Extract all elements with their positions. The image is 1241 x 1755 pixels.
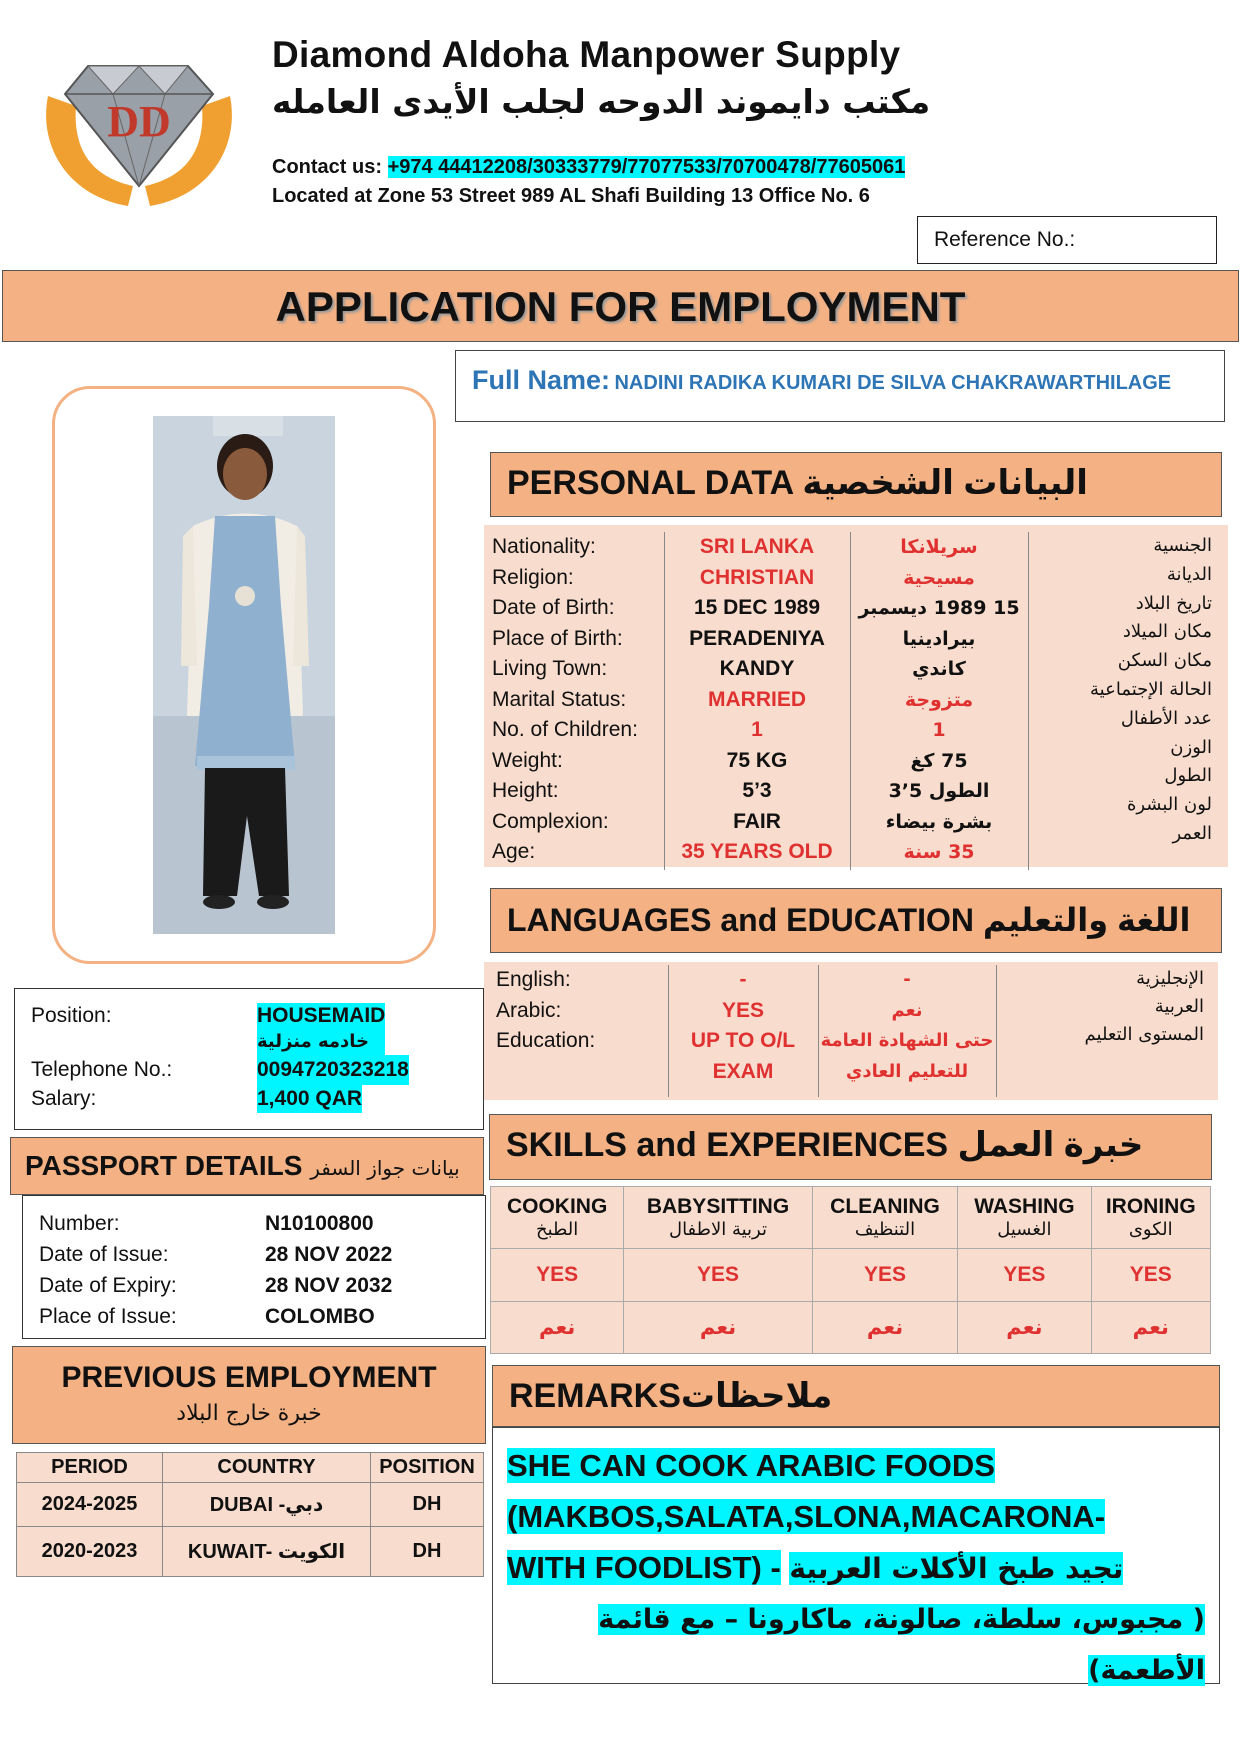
personal-ar-labels-col [1028,532,1220,870]
reference-label: Reference No.: [934,228,1076,251]
ar-label-place-of-birth: مكان الميلاد [1122,621,1212,643]
skill-cooking-yes-ar: نعم [491,1301,624,1353]
remarks-box [492,1427,1220,1684]
company-logo [28,36,250,216]
label-marital-status: Marital Status: [492,687,627,711]
col-period: PERIOD [17,1453,163,1483]
salary-value: 1,400 QAR [257,1085,362,1113]
value-religion: CHRISTIAN [699,565,815,589]
lang-ar-values-col [818,965,996,1097]
passport-heading [10,1137,484,1195]
value-complexion: FAIR [733,809,781,833]
label-place-of-birth: Place of Birth: [492,626,623,650]
office-address: Located at Zone 53 Street 989 AL Shafi Building 13 Office No. 6 [272,185,870,207]
value-marital-status: MARRIED [708,687,806,711]
skill-ironing-en: IRONING [1105,1195,1196,1219]
skills-heading [489,1114,1212,1180]
value-education-2: EXAM [712,1059,774,1083]
skill-washing-yes-ar: نعم [958,1301,1091,1353]
value-education: UP TO O/L [690,1029,796,1052]
ar-value-arabic: نعم [891,999,923,1021]
ar-value-dob: 15 1989 ديسمبر [858,597,1020,619]
label-complexion: Complexion: [492,809,609,833]
ar-label-children: عدد الأطفال [1120,707,1212,729]
remarks-line-5: الأطعمة) [1088,1655,1205,1686]
telephone-label: Telephone No.: [31,1058,173,1081]
ar-value-education-2: للتعليم العادي [845,1060,969,1082]
contact-numbers: +974 44412208/30333779/77077533/70700478/77605061 [387,156,906,178]
previous-heading-ar: خبرة خارج البلاد [176,1401,322,1426]
previous-heading-en: PREVIOUS EMPLOYMENT [61,1361,437,1394]
ar-label-living-town: مكان السكن [1117,650,1212,672]
ar-value-nationality: سريلانكا [900,536,978,558]
value-dob: 15 DEC 1989 [693,596,821,619]
languages-heading-en: LANGUAGES and EDUCATION [507,902,974,938]
company-name-en: Diamond Aldoha Manpower Supply [272,34,901,75]
skill-ironing-yes-ar: نعم [1091,1301,1211,1353]
value-place-of-birth: PERADENIYA [689,626,825,650]
passport-issue-value: 28 NOV 2022 [265,1243,393,1266]
personal-ar-values-col [850,532,1028,870]
applicant-photo [153,416,335,934]
position-value-ar: خادمه منزلية [257,1029,385,1055]
skill-cooking-en: COOKING [506,1195,608,1219]
ar-value-religion: مسيحية [903,566,975,589]
previous-employment-heading [12,1346,486,1444]
skills-table [490,1186,1211,1354]
lang-values-col [668,965,818,1097]
ar-value-english: - [903,969,911,990]
languages-heading-ar: اللغة والتعليم [982,902,1191,938]
passport-expiry-value: 28 NOV 2032 [265,1274,393,1297]
label-weight: Weight: [492,748,563,772]
contact-label: Contact us: [272,156,382,178]
col-position: POSITION [371,1453,484,1483]
skill-cleaning-yes: YES [812,1249,958,1301]
label-age: Age: [492,840,536,863]
ar-label-complexion: لون البشرة [1126,794,1212,816]
ar-value-children: 1 [932,719,946,741]
contact-line [272,156,905,179]
skill-babysitting [624,1187,812,1249]
ar-value-height: الطول 5’3 [888,780,990,802]
skill-cooking-ar: الطبخ [535,1219,579,1241]
skill-ironing [1091,1187,1211,1249]
ar-value-place-of-birth: بيرادينيا [902,627,976,650]
skill-cleaning-ar: التنظيف [854,1219,916,1241]
ar-value-age: 35 سنة [903,841,975,863]
lang-labels-col [486,965,668,1097]
position-label: Position: [31,1004,112,1027]
label-living-town: Living Town: [492,657,608,680]
value-english: - [739,968,747,991]
skill-ironing-yes: YES [1091,1249,1211,1301]
telephone-value: 0094720323218 [257,1055,409,1085]
skill-cleaning-yes-ar: نعم [812,1301,958,1353]
ar-value-complexion: بشرة بيضاء [885,810,993,833]
remarks-heading [492,1365,1220,1427]
ar-label-arabic: العربية [1154,996,1204,1017]
skill-washing-yes: YES [958,1249,1091,1301]
remarks-line-2: (MAKBOS,SALATA,SLONA,MACARONA- [507,1499,1106,1534]
passport-box [22,1195,486,1339]
salary-label: Salary: [31,1087,97,1110]
skill-washing-ar: الغسيل [997,1219,1052,1241]
skill-babysitting-yes: YES [624,1249,812,1301]
value-weight: 75 KG [726,748,788,772]
passport-number-value: N10100800 [265,1212,374,1235]
remarks-line-4: ( مجبوس، سلطة، صالونة، ماكارونا – مع قائمة [598,1604,1205,1635]
ar-value-education: حتى الشهادة العامة [820,1030,994,1051]
value-nationality: SRI LANKA [699,535,815,558]
passport-heading-ar: بيانات جواز السفر [310,1156,460,1180]
passport-place-value: COLOMBO [265,1305,375,1328]
skill-cooking [491,1187,624,1249]
row-1-country: DUBAI -دبي [163,1483,371,1527]
row-2-period: 2020-2023 [17,1527,163,1577]
table-row [17,1483,484,1527]
label-dob: Date of Birth: [492,596,615,619]
logo-letters: DD [107,97,171,146]
remarks-heading-ar: ملاحظات [680,1377,833,1415]
skills-heading-ar: خبرة العمل [957,1126,1144,1164]
reference-box [917,216,1217,264]
passport-heading-en: PASSPORT DETAILS [25,1150,303,1181]
skill-cleaning-en: CLEANING [830,1195,940,1219]
ar-label-religion: الديانة [1166,563,1212,585]
passport-place-label: Place of Issue: [39,1305,177,1328]
ar-label-age: العمر [1172,822,1212,844]
personal-heading-en: PERSONAL DATA [507,464,793,502]
row-1-period: 2024-2025 [17,1483,163,1527]
label-height: Height: [492,779,559,802]
label-english: English: [496,968,571,991]
label-education: Education: [496,1029,596,1052]
ar-label-weight: الوزن [1170,736,1212,758]
personal-heading-ar: البيانات الشخصية [802,464,1088,502]
label-children: No. of Children: [492,718,638,741]
remarks-line-3-ar: تجيد طبخ الأكلات العربية [789,1552,1124,1585]
label-arabic: Arabic: [496,998,562,1022]
value-arabic: YES [721,998,765,1022]
skill-washing [958,1187,1091,1249]
company-name-ar: مكتب دايموند الدوحه لجلب الأيدى العامله [272,82,931,121]
ar-value-marital-status: متزوجة [904,688,974,711]
languages-heading [490,888,1222,953]
remarks-heading-en: REMARKS [509,1377,681,1415]
skill-babysitting-en: BABYSITTING [646,1195,790,1219]
languages-table [486,965,1220,1097]
table-row [17,1527,484,1577]
ar-label-dob: تاريخ البلاد [1135,592,1212,614]
label-nationality: Nationality: [492,535,596,558]
row-2-country: KUWAIT- الكويت [163,1527,371,1577]
skills-heading-en: SKILLS and EXPERIENCES [506,1126,949,1164]
previous-employment-table [16,1452,484,1577]
ar-value-weight: 75 كغ [910,749,968,772]
col-country: COUNTRY [163,1453,371,1483]
personal-data-table [486,532,1220,870]
passport-number-label: Number: [39,1212,120,1235]
remarks-line-1: SHE CAN COOK ARABIC FOODS [507,1448,995,1483]
passport-issue-label: Date of Issue: [39,1243,169,1266]
row-2-position: DH [371,1527,484,1577]
personal-data-heading [490,452,1222,517]
ar-label-education: المستوى التعليم [1084,1024,1204,1045]
personal-labels-col [486,532,664,870]
ar-label-nationality: الجنسية [1153,535,1212,556]
position-value: HOUSEMAID [257,1004,386,1027]
full-name-box [455,350,1225,422]
skill-washing-en: WASHING [974,1195,1075,1219]
application-title: APPLICATION FOR EMPLOYMENT [2,270,1239,342]
full-name-value: NADINI RADIKA KUMARI DE SILVA CHAKRAWARTHILAGE [614,372,1172,394]
skill-babysitting-ar: تربية الاطفال [668,1219,767,1241]
position-box [14,988,484,1130]
label-religion: Religion: [492,565,574,589]
passport-expiry-label: Date of Expiry: [39,1274,177,1297]
skill-cleaning [812,1187,958,1249]
remarks-line-3-en: WITH FOODLIST) - [507,1550,781,1585]
ar-label-marital-status: الحالة الإجتماعية [1090,678,1212,700]
ar-value-living-town: كاندي [912,658,966,680]
ar-label-english: الإنجليزية [1136,968,1204,989]
skill-babysitting-yes-ar: نعم [624,1301,812,1353]
personal-values-col [664,532,850,870]
skill-cooking-yes: YES [491,1249,624,1301]
value-height: 5’3 [742,779,772,802]
skill-ironing-ar: الكوى [1128,1219,1173,1241]
row-1-position: DH [371,1483,484,1527]
value-age: 35 YEARS OLD [681,840,833,863]
value-living-town: KANDY [719,657,795,680]
value-children: 1 [751,718,763,741]
ar-label-height: الطول [1164,765,1212,787]
lang-ar-labels-col [996,965,1220,1097]
full-name-label: Full Name: [472,365,611,395]
